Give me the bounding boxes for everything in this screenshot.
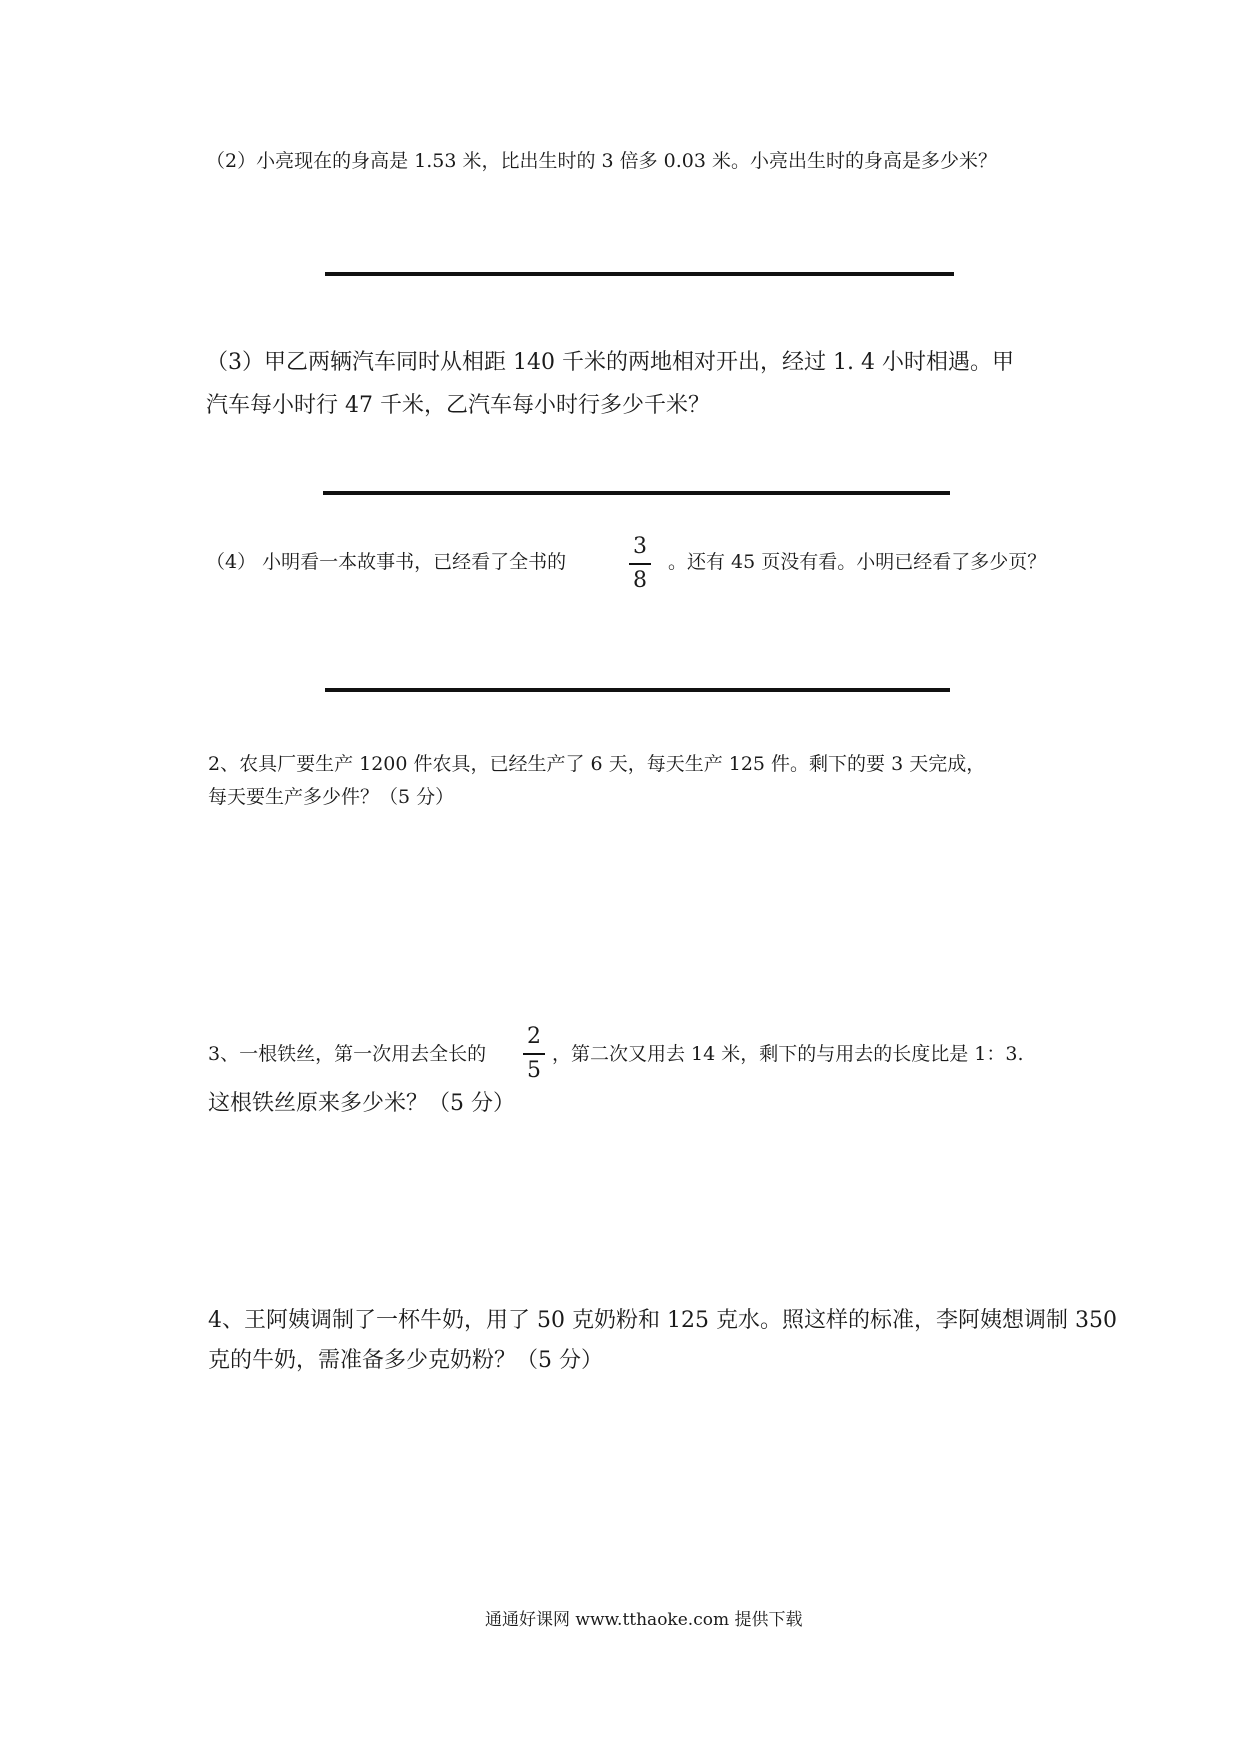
answer-line bbox=[325, 688, 950, 692]
page-footer: 通通好课网 www.tthaoke.com 提供下载 bbox=[485, 1610, 803, 1630]
problem-3-line2: 汽车每小时行 47 千米，乙汽车每小时行多少千米？ bbox=[206, 393, 710, 418]
question-2-line2: 每天要生产多少件？（5 分） bbox=[208, 786, 455, 808]
problem-4-text-before: （4） 小明看一本故事书，已经看了全书的 bbox=[206, 551, 567, 573]
question-4-line1: 4、王阿姨调制了一杯牛奶，用了 50 克奶粉和 125 克水。照这样的标准，李阿姨想调制 350 bbox=[208, 1308, 1117, 1333]
question-2-line1: 2、农具厂要生产 1200 件农具，已经生产了 6 天，每天生产 125 件。剩下的要 3 天完成， bbox=[208, 753, 986, 775]
fraction-two-fifths bbox=[522, 1026, 546, 1082]
question-3-text-before: 3、一根铁丝，第一次用去全长的 bbox=[208, 1043, 487, 1065]
fraction-denominator: 5 bbox=[527, 1058, 541, 1083]
question-3-line2: 这根铁丝原来多少米？（5 分） bbox=[208, 1091, 515, 1116]
answer-line bbox=[325, 272, 954, 276]
problem-2-text: （2）小亮现在的身高是 1.53 米，比出生时的 3 倍多 0.03 米。小亮出生时的身高是多少米？ bbox=[206, 150, 998, 172]
fraction-bar bbox=[523, 1053, 545, 1055]
problem-3-line1: （3）甲乙两辆汽车同时从相距 140 千米的两地相对开出，经过 1. 4 小时相遇。甲 bbox=[206, 350, 1014, 375]
fraction-denominator: 8 bbox=[633, 568, 647, 593]
fraction-numerator: 2 bbox=[527, 1024, 541, 1049]
question-4-line2: 克的牛奶，需准备多少克奶粉？（5 分） bbox=[208, 1348, 603, 1373]
fraction-three-eighths bbox=[628, 536, 652, 592]
question-3-text-after: ，第二次又用去 14 米，剩下的与用去的长度比是 1：3. bbox=[552, 1043, 1024, 1065]
fraction-numerator: 3 bbox=[633, 534, 647, 559]
fraction-bar bbox=[629, 563, 651, 565]
problem-4-text-after: 。还有 45 页没有看。小明已经看了多少页？ bbox=[668, 551, 1047, 573]
answer-line bbox=[323, 491, 950, 495]
